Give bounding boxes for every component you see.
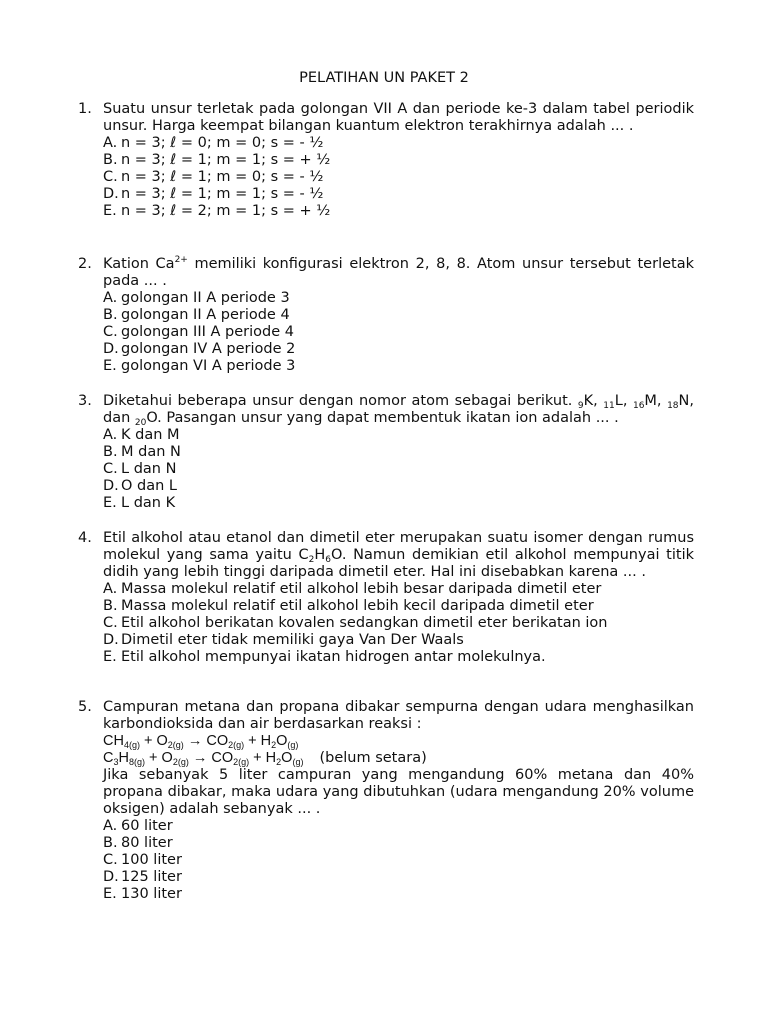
subscript: 8(g)	[128, 757, 145, 767]
eq-text: → CO	[188, 750, 234, 766]
eq-text: + O	[145, 750, 173, 766]
stem-text: Etil alkohol atau etanol dan dimetil eter merupakan suatu isomer dengan rumus molekul yang sama yaitu C	[103, 530, 694, 563]
option-b	[103, 152, 694, 169]
equation-note: (belum setara)	[319, 750, 427, 766]
subscript: (g)	[287, 740, 299, 750]
subscript: 3	[113, 757, 119, 767]
question-5	[78, 699, 694, 903]
option-text: Etil alkohol berikatan kovalen sedangkan dimetil eter berikatan ion	[121, 615, 608, 631]
option-letter: A.	[103, 818, 118, 834]
question-stem: Campuran metana dan propana dibakar sempurna dengan udara menghasilkan karbondioksida dan air berdasarkan reaksi :	[103, 699, 694, 732]
option-letter: D.	[103, 186, 119, 202]
question-number: 1.	[78, 101, 92, 117]
eq-text: → CO	[183, 733, 229, 749]
option-b	[103, 307, 694, 324]
option-c	[103, 169, 694, 186]
eq-text: + H	[249, 750, 277, 766]
option-c	[103, 852, 694, 869]
stem-text: L,	[614, 393, 633, 409]
option-text: Dimetil eter tidak memiliki gaya Van Der Waals	[121, 632, 464, 648]
question-stem	[103, 393, 694, 427]
option-c	[103, 461, 694, 478]
question-number: 3.	[78, 393, 92, 409]
subscript: 11	[603, 401, 615, 411]
option-letter: B.	[103, 152, 118, 168]
stem-text: O. Pasangan unsur yang dapat membentuk ikatan ion adalah ... .	[146, 410, 619, 426]
question-3	[78, 393, 694, 512]
stem-text: O. Namun demikian etil alkohol mempunyai titik didih yang lebih tinggi daripada dimetil eter. Hal ini disebabkan karena ... .	[103, 547, 694, 580]
question-stem-continued: Jika sebanyak 5 liter campuran yang mengandung 60% metana dan 40% propana dibakar, maka udara yang dibutuhkan (udara mengandung 20% volume oksigen) adalah sebanyak ... .	[103, 767, 694, 817]
option-c	[103, 615, 694, 632]
option-text: K dan M	[121, 427, 180, 443]
option-letter: A.	[103, 135, 118, 151]
option-text: 100 liter	[121, 852, 182, 868]
eq-text: O	[281, 750, 293, 766]
option-b	[103, 444, 694, 461]
eq-text: + O	[139, 733, 168, 749]
document-title: PELATIHAN UN PAKET 2	[299, 70, 469, 86]
subscript: 4(g)	[123, 740, 140, 750]
option-e	[103, 886, 694, 903]
option-d	[103, 341, 694, 358]
stem-text: Kation Ca	[103, 256, 175, 272]
option-letter: D.	[103, 632, 119, 648]
option-text: M dan N	[121, 444, 181, 460]
option-text: L dan K	[121, 495, 176, 511]
superscript: 2+	[174, 255, 188, 265]
stem-text: H	[314, 547, 326, 563]
question-number: 5.	[78, 699, 92, 715]
eq-text: + H	[244, 733, 272, 749]
option-letter: D.	[103, 869, 119, 885]
subscript: 18	[667, 401, 679, 411]
eq-text: C	[103, 750, 114, 766]
reaction-equation-1	[103, 733, 694, 750]
option-c	[103, 324, 694, 341]
option-letter: C.	[103, 324, 118, 340]
option-letter: C.	[103, 852, 118, 868]
option-a	[103, 581, 694, 598]
option-b	[103, 835, 694, 852]
question-4	[78, 530, 694, 666]
option-letter: E.	[103, 649, 117, 665]
option-d	[103, 632, 694, 649]
stem-text: memiliki konfigurasi elektron 2, 8, 8. Atom unsur tersebut terletak pada ... .	[103, 256, 694, 289]
subscript: 2(g)	[167, 740, 184, 750]
stem-text: M,	[644, 393, 668, 409]
option-text: golongan II A periode 3	[121, 290, 290, 306]
option-text: golongan VI A periode 3	[121, 358, 296, 374]
option-a	[103, 290, 694, 307]
question-stem	[103, 256, 694, 290]
option-d	[103, 478, 694, 495]
option-letter: A.	[103, 427, 118, 443]
subscript: 2	[276, 757, 282, 767]
option-text: O dan L	[121, 478, 177, 494]
subscript: 2	[271, 740, 277, 750]
option-letter: E.	[103, 358, 117, 374]
option-letter: E.	[103, 886, 117, 902]
option-letter: B.	[103, 444, 118, 460]
option-text: golongan IV A periode 2	[121, 341, 296, 357]
subscript: 6	[325, 555, 331, 565]
reaction-equation-2	[103, 750, 694, 767]
option-letter: E.	[103, 203, 117, 219]
option-text: 130 liter	[121, 886, 182, 902]
option-d	[103, 869, 694, 886]
option-text: n = 3; ℓ = 1; m = 1; s = - ½	[121, 186, 324, 202]
option-text: golongan II A periode 4	[121, 307, 290, 323]
option-text: n = 3; ℓ = 2; m = 1; s = + ½	[121, 203, 331, 219]
option-a	[103, 427, 694, 444]
option-letter: B.	[103, 598, 118, 614]
option-text: golongan III A periode 4	[121, 324, 294, 340]
option-text: n = 3; ℓ = 1; m = 1; s = + ½	[121, 152, 331, 168]
stem-text: K,	[583, 393, 604, 409]
eq-text: CH	[103, 733, 124, 749]
subscript: 2	[308, 555, 315, 565]
option-letter: D.	[103, 478, 119, 494]
option-letter: C.	[103, 461, 118, 477]
option-a	[103, 818, 694, 835]
option-letter: E.	[103, 495, 117, 511]
option-letter: C.	[103, 169, 118, 185]
option-e	[103, 649, 694, 666]
option-text: Etil alkohol mempunyai ikatan hidrogen antar molekulnya.	[121, 649, 546, 665]
subscript: (g)	[292, 757, 304, 767]
option-e	[103, 358, 694, 375]
option-text: 80 liter	[121, 835, 173, 851]
question-number: 2.	[78, 256, 92, 272]
subscript: 16	[632, 401, 645, 411]
option-letter: A.	[103, 290, 118, 306]
option-b	[103, 598, 694, 615]
option-e	[103, 203, 694, 220]
subscript: 20	[134, 418, 147, 428]
option-a	[103, 135, 694, 152]
question-stem: Suatu unsur terletak pada golongan VII A dan periode ke-3 dalam tabel periodik unsur. Harga keempat bilangan kuantum elektron terakhirnya adalah ... .	[103, 101, 694, 134]
option-text: Massa molekul relatif etil alkohol lebih kecil daripada dimetil eter	[121, 598, 594, 614]
question-stem	[103, 530, 694, 581]
option-text: 125 liter	[121, 869, 182, 885]
subscript: 2(g)	[233, 757, 250, 767]
eq-text: O	[276, 733, 288, 749]
eq-text: H	[118, 750, 129, 766]
question-1	[78, 101, 694, 220]
option-text: n = 3; ℓ = 0; m = 0; s = - ½	[121, 135, 324, 151]
option-letter: B.	[103, 307, 118, 323]
option-text: L dan N	[121, 461, 177, 477]
subscript: 9	[577, 401, 584, 411]
option-letter: C.	[103, 615, 118, 631]
stem-text: N, dan	[103, 393, 694, 426]
option-e	[103, 495, 694, 512]
question-2	[78, 256, 694, 375]
stem-text: Diketahui beberapa unsur dengan nomor atom sebagai berikut.	[103, 393, 578, 409]
option-text: n = 3; ℓ = 1; m = 0; s = - ½	[121, 169, 324, 185]
option-letter: B.	[103, 835, 118, 851]
option-d	[103, 186, 694, 203]
option-text: Massa molekul relatif etil alkohol lebih besar daripada dimetil eter	[121, 581, 602, 597]
subscript: 2(g)	[172, 757, 189, 767]
option-text: 60 liter	[121, 818, 173, 834]
option-letter: A.	[103, 581, 118, 597]
option-letter: D.	[103, 341, 119, 357]
subscript: 2(g)	[228, 740, 245, 750]
question-number: 4.	[78, 530, 92, 546]
